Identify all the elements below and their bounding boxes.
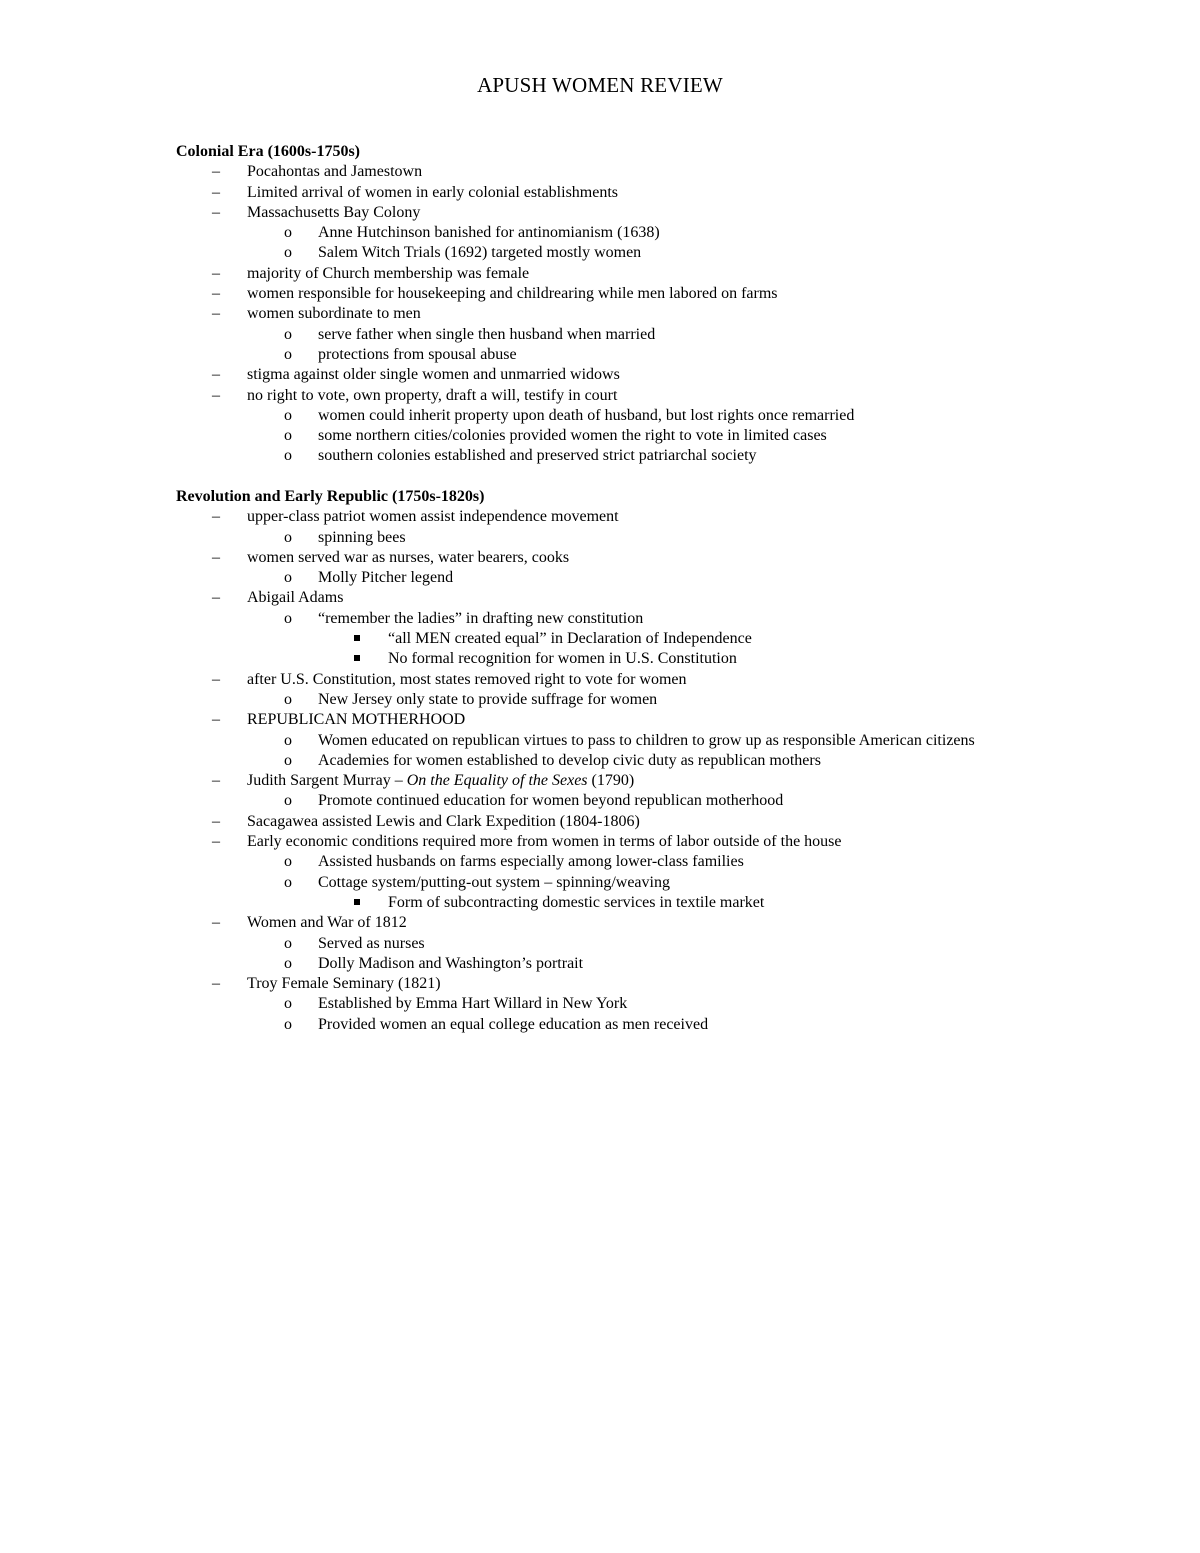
- list-item: – majority of Church membership was female: [176, 264, 1056, 284]
- section-heading: Colonial Era (1600s-1750s): [176, 143, 360, 160]
- list-item: – Women and War of 1812: [176, 913, 1056, 933]
- circle-bullet: o: [284, 569, 292, 587]
- dash-bullet: –: [212, 285, 220, 303]
- circle-bullet: o: [284, 954, 292, 972]
- dash-bullet: –: [212, 366, 220, 384]
- circle-bullet: o: [284, 873, 292, 891]
- list-item: o Women educated on republican virtues to pass to children to grow up as responsible American citizens: [176, 731, 1056, 751]
- section-revolution-early-republic: [176, 487, 1056, 1035]
- list-item: o women could inherit property upon death of husband, but lost rights once remarried: [176, 406, 1056, 426]
- list-item: – REPUBLICAN MOTHERHOOD: [176, 710, 1056, 730]
- list-item: o “remember the ladies” in drafting new constitution: [176, 609, 1056, 629]
- circle-bullet: o: [284, 731, 292, 749]
- list-item: – no right to vote, own property, draft a will, testify in court: [176, 386, 1056, 406]
- document-title: APUSH WOMEN REVIEW: [477, 73, 723, 97]
- list-item: o Provided women an equal college education as men received: [176, 1015, 1056, 1035]
- list-item: o Academies for women established to develop civic duty as republican mothers: [176, 751, 1056, 771]
- circle-bullet: o: [284, 325, 292, 343]
- list-item: No formal recognition for women in U.S. Constitution: [176, 649, 1056, 669]
- dash-bullet: –: [212, 833, 220, 851]
- circle-bullet: o: [284, 427, 292, 445]
- list-item: – after U.S. Constitution, most states removed right to vote for women: [176, 670, 1056, 690]
- list-item: – women served war as nurses, water bearers, cooks: [176, 548, 1056, 568]
- list-item: o serve father when single then husband when married: [176, 325, 1056, 345]
- list-item: – Pocahontas and Jamestown: [176, 162, 1056, 182]
- list-item: – upper-class patriot women assist independence movement: [176, 507, 1056, 527]
- list-item: – Massachusetts Bay Colony: [176, 203, 1056, 223]
- section-heading: Revolution and Early Republic (1750s-1820s): [176, 488, 485, 505]
- book-title: On the Equality of the Sexes: [406, 772, 588, 790]
- dash-bullet: –: [212, 772, 220, 790]
- list-item: o Molly Pitcher legend: [176, 568, 1056, 588]
- list-item: o Promote continued education for women beyond republican motherhood: [176, 791, 1056, 811]
- list-item: – stigma against older single women and unmarried widows: [176, 365, 1056, 385]
- list-item: – Troy Female Seminary (1821): [176, 974, 1056, 994]
- dash-bullet: –: [212, 812, 220, 830]
- list-item: – Sacagawea assisted Lewis and Clark Expedition (1804-1806): [176, 812, 1056, 832]
- list-item: Form of subcontracting domestic services in textile market: [176, 893, 1056, 913]
- list-item: o Established by Emma Hart Willard in New York: [176, 994, 1056, 1014]
- circle-bullet: o: [284, 1015, 292, 1033]
- dash-bullet: –: [212, 508, 220, 526]
- dash-bullet: –: [212, 711, 220, 729]
- list-item: – women responsible for housekeeping and childrearing while men labored on farms: [176, 284, 1056, 304]
- dash-bullet: –: [212, 548, 220, 566]
- dash-bullet: –: [212, 975, 220, 993]
- list-item: o southern colonies established and preserved strict patriarchal society: [176, 446, 1056, 466]
- dash-bullet: –: [212, 386, 220, 404]
- circle-bullet: o: [284, 224, 292, 242]
- circle-bullet: o: [284, 345, 292, 363]
- circle-bullet: o: [284, 690, 292, 708]
- list-item: o protections from spousal abuse: [176, 345, 1056, 365]
- circle-bullet: o: [284, 792, 292, 810]
- section-colonial-era: [176, 142, 1056, 467]
- list-item: o Dolly Madison and Washington’s portrait: [176, 954, 1056, 974]
- list-item: o Anne Hutchinson banished for antinomianism (1638): [176, 223, 1056, 243]
- square-bullet: [354, 635, 360, 641]
- bullet-list: [176, 507, 1056, 1035]
- circle-bullet: o: [284, 406, 292, 424]
- list-item: – Early economic conditions required more from women in terms of labor outside of the house: [176, 832, 1056, 852]
- dash-bullet: –: [212, 163, 220, 181]
- dash-bullet: –: [212, 183, 220, 201]
- circle-bullet: o: [284, 447, 292, 465]
- square-bullet: [354, 899, 360, 905]
- list-item: o Salem Witch Trials (1692) targeted mostly women: [176, 243, 1056, 263]
- dash-bullet: –: [212, 914, 220, 932]
- list-item: – women subordinate to men: [176, 304, 1056, 324]
- list-item: o some northern cities/colonies provided women the right to vote in limited cases: [176, 426, 1056, 446]
- square-bullet: [354, 655, 360, 661]
- dash-bullet: –: [212, 305, 220, 323]
- list-item: o Cottage system/putting-out system – spinning/weaving: [176, 873, 1056, 893]
- list-item: o spinning bees: [176, 528, 1056, 548]
- dash-bullet: –: [212, 589, 220, 607]
- dash-bullet: –: [212, 670, 220, 688]
- circle-bullet: o: [284, 609, 292, 627]
- list-item: – Judith Sargent Murray – On the Equality of the Sexes (1790): [176, 771, 1056, 791]
- circle-bullet: o: [284, 528, 292, 546]
- list-item: o Assisted husbands on farms especially among lower-class families: [176, 852, 1056, 872]
- list-item: – Limited arrival of women in early colonial establishments: [176, 183, 1056, 203]
- bullet-list: [176, 162, 1056, 466]
- list-item: o New Jersey only state to provide suffrage for women: [176, 690, 1056, 710]
- list-item: “all MEN created equal” in Declaration of Independence: [176, 629, 1056, 649]
- dash-bullet: –: [212, 264, 220, 282]
- circle-bullet: o: [284, 934, 292, 952]
- list-item: o Served as nurses: [176, 934, 1056, 954]
- dash-bullet: –: [212, 203, 220, 221]
- circle-bullet: o: [284, 853, 292, 871]
- list-item: – Abigail Adams: [176, 588, 1056, 608]
- circle-bullet: o: [284, 751, 292, 769]
- circle-bullet: o: [284, 995, 292, 1013]
- circle-bullet: o: [284, 244, 292, 262]
